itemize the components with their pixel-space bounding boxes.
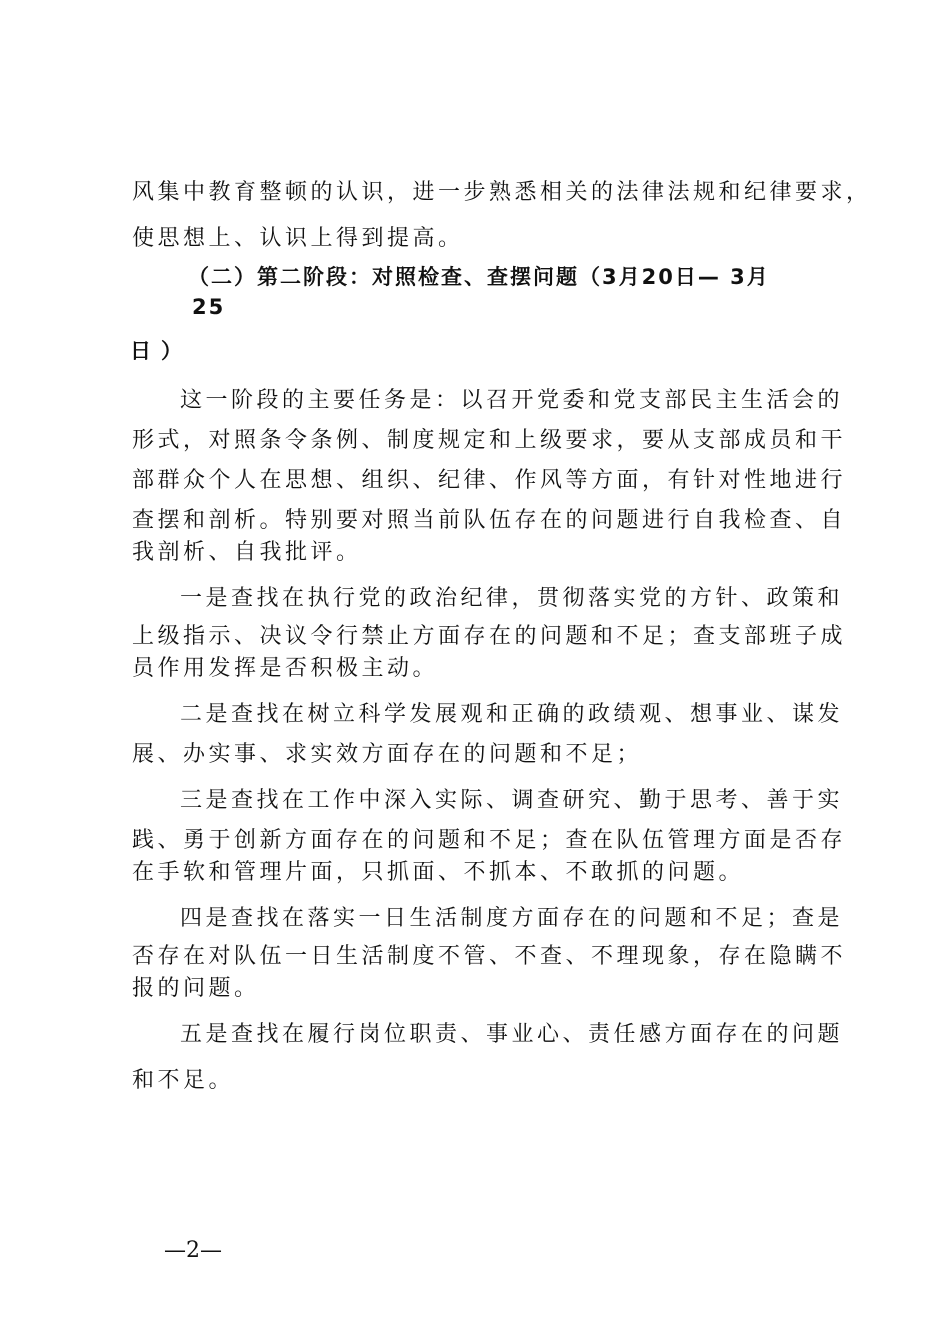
section-heading-cont: 25 <box>192 295 226 319</box>
text-line: 我剖析、自我批评。 <box>132 540 362 565</box>
text-line: 查摆和剖析。特别要对照当前队伍存在的问题进行自我检查、自 <box>132 508 847 533</box>
text-line: 五是查找在履行岗位职责、事业心、责任感方面存在的问题 <box>180 1022 844 1047</box>
text-line: 报的问题。 <box>132 976 260 1001</box>
text-line: 否存在对队伍一日生活制度不管、不查、不理现象，存在隐瞒不 <box>132 944 847 969</box>
section-heading-cont: 日） <box>130 339 192 363</box>
text-line: 员作用发挥是否积极主动。 <box>132 656 439 681</box>
text-line: 一是查找在执行党的政治纪律，贯彻落实党的方针、政策和 <box>180 586 844 611</box>
text-line: 部群众个人在思想、组织、纪律、作风等方面，有针对性地进行 <box>132 468 847 493</box>
page-number: —2— <box>164 1238 222 1263</box>
text-line: 践、勇于创新方面存在的问题和不足；查在队伍管理方面是否存 <box>132 828 847 853</box>
text-line: 四是查找在落实一日生活制度方面存在的问题和不足；查是 <box>180 906 844 931</box>
text-line: 这一阶段的主要任务是：以召开党委和党支部民主生活会的 <box>180 388 844 413</box>
section-heading: （二）第二阶段：对照检查、查摆问题（3月20日— 3月 <box>188 265 770 289</box>
text-line: 使思想上、认识上得到提高。 <box>132 226 464 251</box>
text-line: 上级指示、决议令行禁止方面存在的问题和不足；查支部班子成 <box>132 624 847 649</box>
text-line: 在手软和管理片面，只抓面、不抓本、不敢抓的问题。 <box>132 860 745 885</box>
text-line: 二是查找在树立科学发展观和正确的政绩观、想事业、谋发 <box>180 702 844 727</box>
text-line: 展、办实事、求实效方面存在的问题和不足； <box>132 742 643 767</box>
text-line: 形式，对照条令条例、制度规定和上级要求，要从支部成员和干 <box>132 428 847 453</box>
text-line: 风集中教育整顿的认识，进一步熟悉相关的法律法规和纪律要求， <box>132 180 872 205</box>
text-line: 和不足。 <box>132 1068 235 1093</box>
text-line: 三是查找在工作中深入实际、调查研究、勤于思考、善于实 <box>180 788 844 813</box>
